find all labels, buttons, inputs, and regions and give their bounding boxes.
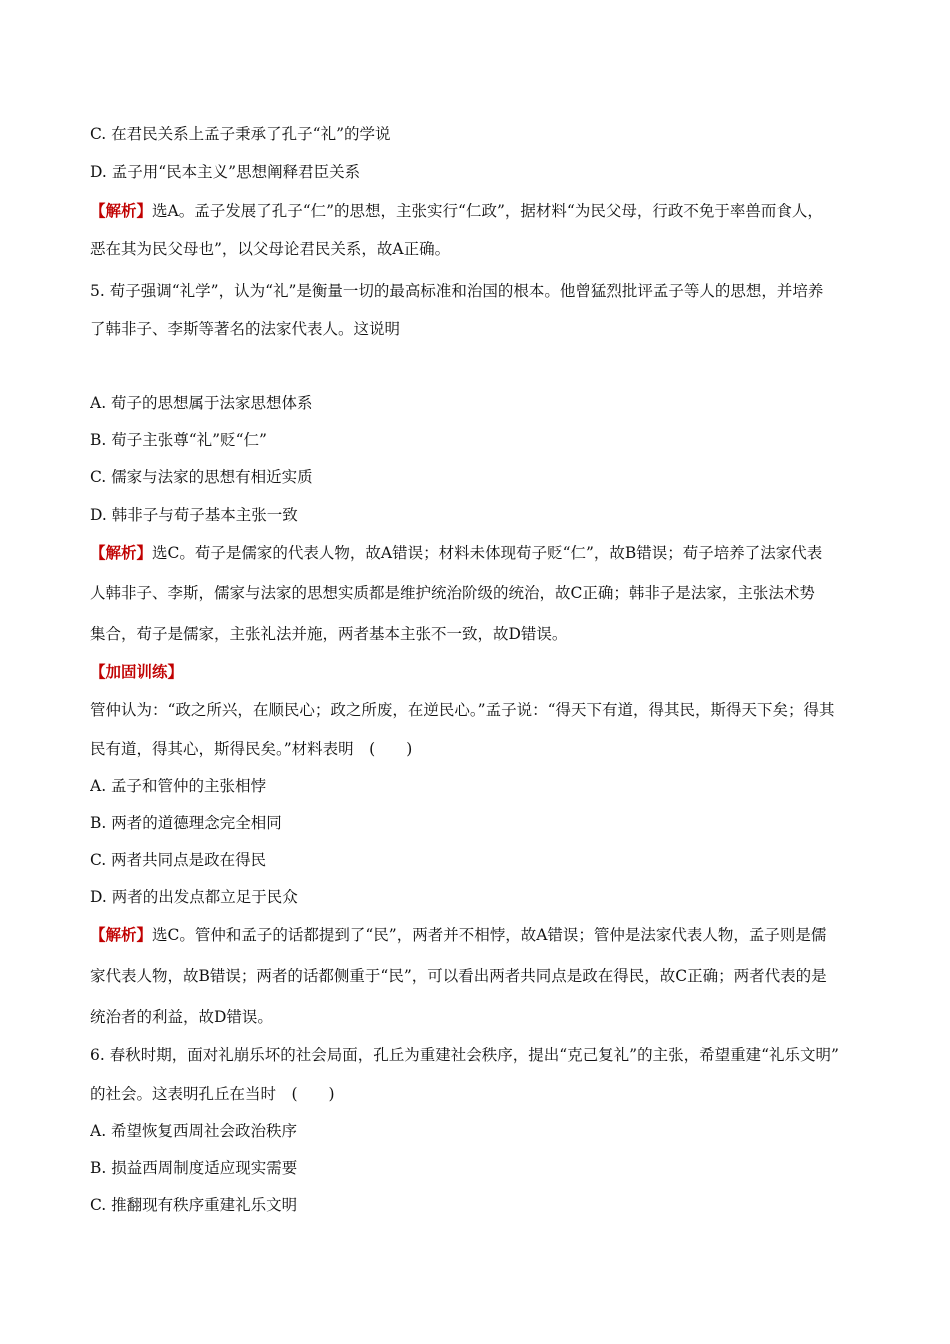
q6-stem-line-2: 的社会。这表明孔丘在当时 ( ) — [90, 1085, 335, 1103]
q5-stem-line-1: 5. 荀子强调“礼学”，认为“礼”是衡量一切的最高标准和治国的根本。他曾猛烈批评孟子等人的思想，并培养 — [90, 282, 824, 300]
analysis-tag: 【解析】 — [90, 925, 153, 944]
practice-analysis-line — [90, 925, 860, 945]
q5-analysis-line — [90, 543, 860, 563]
q4-option-d: D. 孟子用“民本主义”思想阐释君臣关系 — [90, 163, 361, 181]
q6-option-a: A. 希望恢复西周社会政治秩序 — [90, 1122, 298, 1140]
practice-analysis-line-2: 家代表人物，故B错误；两者的话都侧重于“民”，可以看出两者共同点是政在得民，故C正确；两者代表的是 — [90, 967, 827, 985]
analysis-tag: 【解析】 — [90, 543, 153, 562]
q4-option-c: C. 在君民关系上孟子秉承了孔子“礼”的学说 — [90, 125, 391, 143]
practice-option-a: A. 孟子和管仲的主张相悖 — [90, 777, 267, 795]
q5-option-d: D. 韩非子与荀子基本主张一致 — [90, 506, 298, 524]
q5-option-a: A. 荀子的思想属于法家思想体系 — [90, 394, 313, 412]
practice-tag: 【加固训练】 — [90, 662, 184, 681]
q4-analysis-line — [90, 201, 860, 221]
analysis-text: 选C。管仲和孟子的话都提到了“民”，两者并不相悖，故A错误；管仲是法家代表人物，孟子则是儒 — [152, 926, 827, 944]
analysis-text: 选A。孟子发展了孔子“仁”的思想，主张实行“仁政”，据材料“为民父母，行政不免于率兽而食人， — [152, 202, 823, 220]
practice-option-d: D. 两者的出发点都立足于民众 — [90, 888, 298, 906]
practice-option-b: B. 两者的道德理念完全相同 — [90, 814, 282, 832]
q6-option-b: B. 损益西周制度适应现实需要 — [90, 1159, 298, 1177]
practice-option-c: C. 两者共同点是政在得民 — [90, 851, 267, 869]
analysis-tag: 【解析】 — [90, 201, 153, 220]
q5-option-b: B. 荀子主张尊“礼”贬“仁” — [90, 431, 267, 449]
practice-analysis-line-3: 统治者的利益，故D错误。 — [90, 1008, 273, 1026]
q5-option-c: C. 儒家与法家的思想有相近实质 — [90, 468, 313, 486]
q5-stem-line-2: 了韩非子、李斯等著名的法家代表人。这说明 — [90, 320, 401, 338]
q6-option-c: C. 推翻现有秩序重建礼乐文明 — [90, 1196, 298, 1214]
q4-analysis-line-2: 恶在其为民父母也”，以父母论君民关系，故A正确。 — [90, 240, 451, 258]
practice-stem-line-1: 管仲认为：“政之所兴，在顺民心；政之所废，在逆民心。”孟子说：“得天下有道，得其民，斯得天下矣；得其 — [90, 701, 835, 719]
practice-stem-line-2: 民有道，得其心，斯得民矣。”材料表明 ( ) — [90, 740, 413, 758]
analysis-text: 选C。荀子是儒家的代表人物，故A错误；材料未体现荀子贬“仁”，故B错误；荀子培养了法家代表 — [152, 544, 823, 562]
q5-analysis-line-3: 集合，荀子是儒家，主张礼法并施，两者基本主张不一致，故D错误。 — [90, 625, 568, 643]
q5-analysis-line-2: 人韩非子、李斯，儒家与法家的思想实质都是维护统治阶级的统治，故C正确；韩非子是法家，主张法术势 — [90, 584, 815, 602]
q6-stem-line-1: 6. 春秋时期，面对礼崩乐坏的社会局面，孔丘为重建社会秩序，提出“克己复礼”的主张，希望重建“礼乐文明” — [90, 1046, 839, 1064]
practice-heading — [90, 662, 860, 682]
